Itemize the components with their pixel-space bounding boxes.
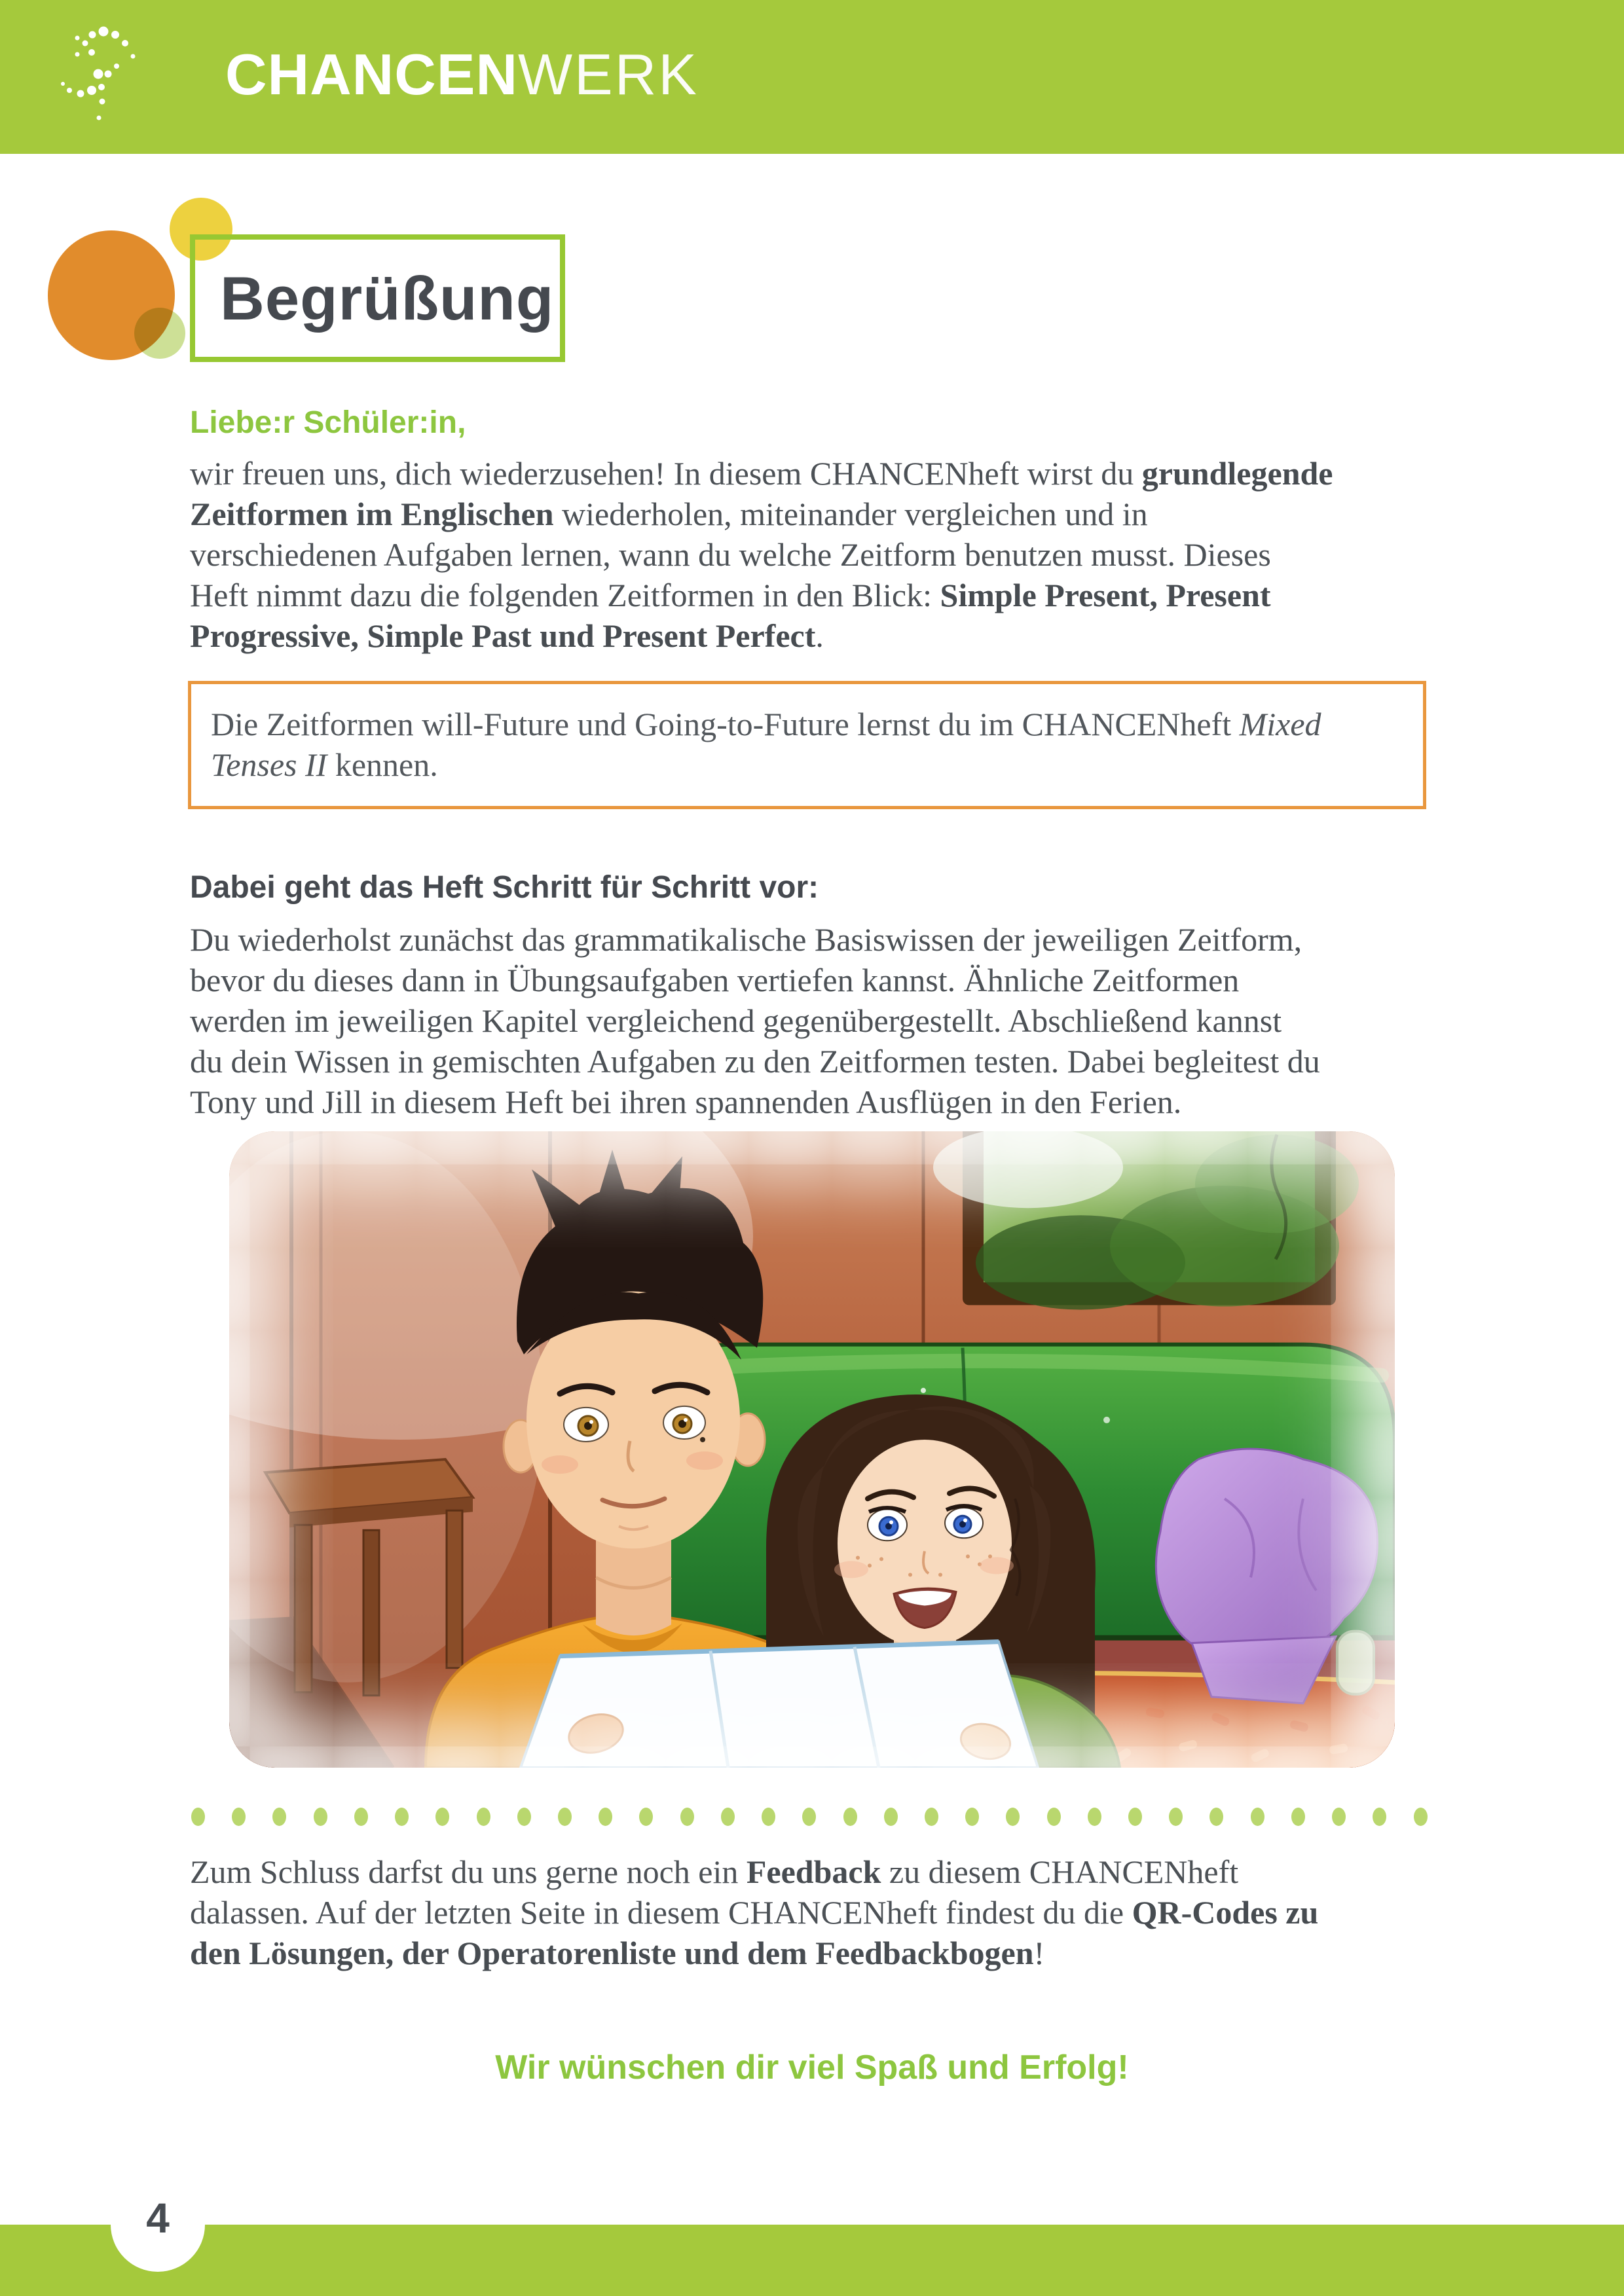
separator-dot	[802, 1808, 816, 1826]
illustration-vignette	[229, 1131, 1395, 1768]
closing-paragraph: Zum Schluss darfst du uns gerne noch ein Feedback zu diesem CHANCENheft dalassen. Auf der letzten Seite in diesem CHANCENheft findest du die QR-Codes zu den Lösungen, der Operatorenliste und dem Feedbackbogen!	[190, 1853, 1319, 1971]
separator-dot	[517, 1808, 531, 1826]
brand-wordmark	[225, 42, 699, 107]
separator-dot	[477, 1808, 490, 1826]
page-number: 4	[146, 2195, 170, 2242]
greeting-heading: Liebe:r Schüler:in,	[190, 405, 466, 440]
separator-dot	[1209, 1808, 1223, 1826]
info-box: Die Zeitformen will-Future und Going-to-Future lernst du im CHANCENheft Mixed Tenses II kennen.	[188, 681, 1426, 809]
separator-dot	[1414, 1808, 1428, 1826]
separator-dot	[965, 1808, 979, 1826]
intro-paragraph: wir freuen uns, dich wiederzusehen! In diesem CHANCENheft wirst du grundlegende Zeitformen im Englischen wiederholen, miteinander vergleichen und in verschiedenen Aufgaben lernen, wann du welche Zeitform benutzen musst. Dieses Heft nimmt dazu die folgenden Zeitformen in den Blick: Simple Present, Present Progressive, Simple Past und Present Perfect.	[190, 455, 1333, 654]
title-box	[190, 234, 565, 362]
separator-dot	[1088, 1808, 1101, 1826]
separator-dot	[639, 1808, 653, 1826]
separator-dot	[1169, 1808, 1183, 1826]
separator-dot	[354, 1808, 368, 1826]
separator-dot	[843, 1808, 857, 1826]
separator-dot	[191, 1808, 205, 1826]
separator-dot	[1332, 1808, 1346, 1826]
separator-dot	[1006, 1808, 1020, 1826]
green-circle-decoration	[134, 308, 185, 359]
separator-dot	[272, 1808, 286, 1826]
separator-dot	[435, 1808, 449, 1826]
brand-light: WERK	[518, 42, 699, 107]
page-title: Begrüßung	[220, 263, 555, 333]
separator-dot	[1128, 1808, 1142, 1826]
separator-dot	[599, 1808, 612, 1826]
separator-dot	[680, 1808, 694, 1826]
illustration	[229, 1131, 1395, 1768]
separator-dot	[884, 1808, 898, 1826]
steps-heading: Dabei geht das Heft Schritt für Schritt vor:	[190, 870, 819, 905]
separator-dot	[762, 1808, 775, 1826]
header-bar	[0, 0, 1624, 154]
separator-dot	[925, 1808, 938, 1826]
dots-separator	[191, 1808, 1428, 1826]
separator-dot	[1251, 1808, 1264, 1826]
separator-dot	[1373, 1808, 1386, 1826]
logo-dots-icon	[58, 12, 215, 143]
separator-dot	[1291, 1808, 1305, 1826]
separator-dot	[232, 1808, 246, 1826]
separator-dot	[395, 1808, 409, 1826]
separator-dot	[558, 1808, 572, 1826]
steps-paragraph: Du wiederholst zunächst das grammatikalische Basiswissen der jeweiligen Zeitform, bevor du dieses dann in Übungsaufgaben vertiefen kannst. Ähnliche Zeitformen werden im jeweiligen Kapitel vergleichend gegenübergestellt. Abschließend kannst du dein Wissen in gemischten Aufgaben zu den Zeitformen testen. Dabei begleitest du Tony und Jill in diesem Heft bei ihren spannenden Ausflügen in den Ferien.	[190, 921, 1320, 1120]
separator-dot	[314, 1808, 327, 1826]
separator-dot	[1047, 1808, 1061, 1826]
footer-bar	[0, 2225, 1624, 2296]
wish-line: Wir wünschen dir viel Spaß und Erfolg!	[495, 2049, 1129, 2086]
separator-dot	[721, 1808, 735, 1826]
brand-bold: CHANCEN	[225, 42, 518, 107]
